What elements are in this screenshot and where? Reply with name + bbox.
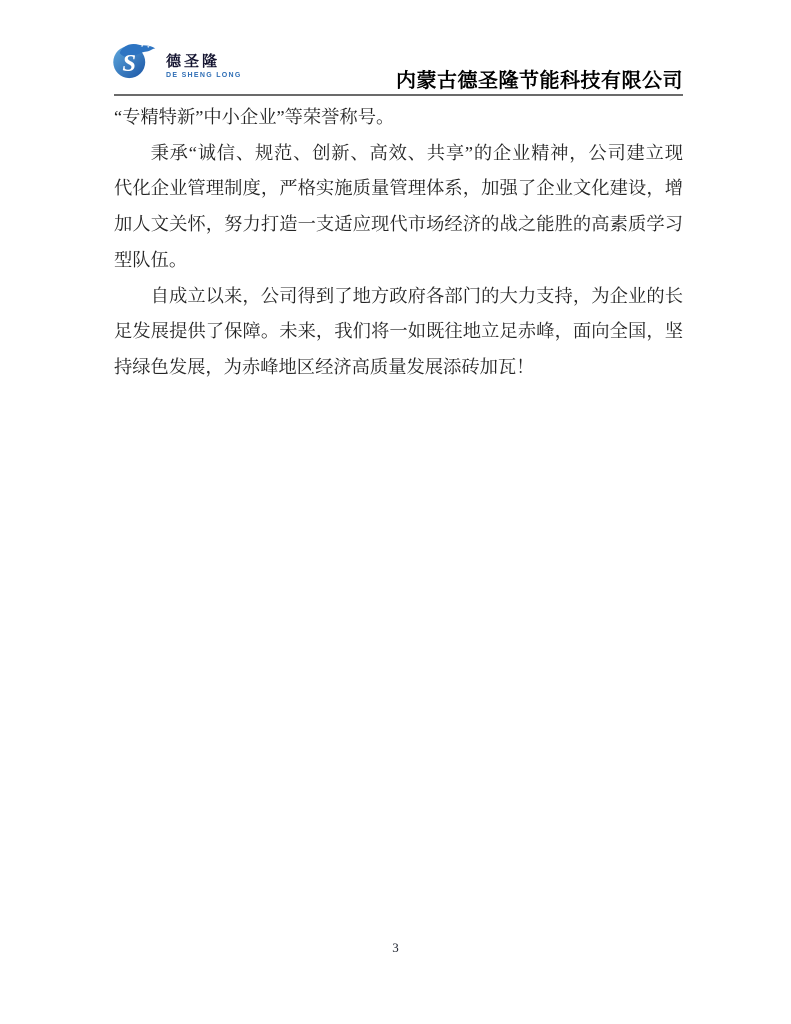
body-text-line: 秉承“诚信、规范、创新、高效、共享”的企业精神，公司建立现 [150, 142, 683, 163]
dragon-s-logo-icon [113, 42, 161, 84]
body-text-line: 加人文关怀，努力打造一支适应现代市场经济的战之能胜的高素质学习 [114, 214, 683, 235]
body-text-line: 自成立以来，公司得到了地方政府各部门的大力支持，为企业的长 [150, 285, 683, 306]
body-text-line: 代化企业管理制度，严格实施质量管理体系，加强了企业文化建设，增 [114, 178, 683, 199]
page-number: 3 [392, 940, 399, 955]
logo-name-english: DE SHENG LONG [166, 71, 242, 79]
header-divider [114, 94, 683, 96]
body-text-line: 足发展提供了保障。未来，我们将一如既往地立足赤峰，面向全国，坚 [114, 321, 683, 342]
body-text-line: “专精特新”中小企业”等荣誉称号。 [114, 107, 395, 127]
logo-name-chinese: 德圣隆 [166, 53, 221, 70]
company-logo [113, 42, 242, 84]
body-text-line: 持绿色发展，为赤峰地区经济高质量发展添砖加瓦！ [114, 356, 535, 377]
logo-wordmark [166, 42, 242, 79]
body-text-line: 型队伍。 [114, 249, 188, 270]
paragraph-future [114, 279, 683, 386]
header-company-name: 内蒙古德圣隆节能科技有限公司 [396, 70, 683, 92]
paragraph-honors [114, 100, 683, 136]
svg-text:S: S [122, 50, 137, 78]
document-body [114, 100, 683, 386]
paragraph-spirit [114, 136, 683, 279]
